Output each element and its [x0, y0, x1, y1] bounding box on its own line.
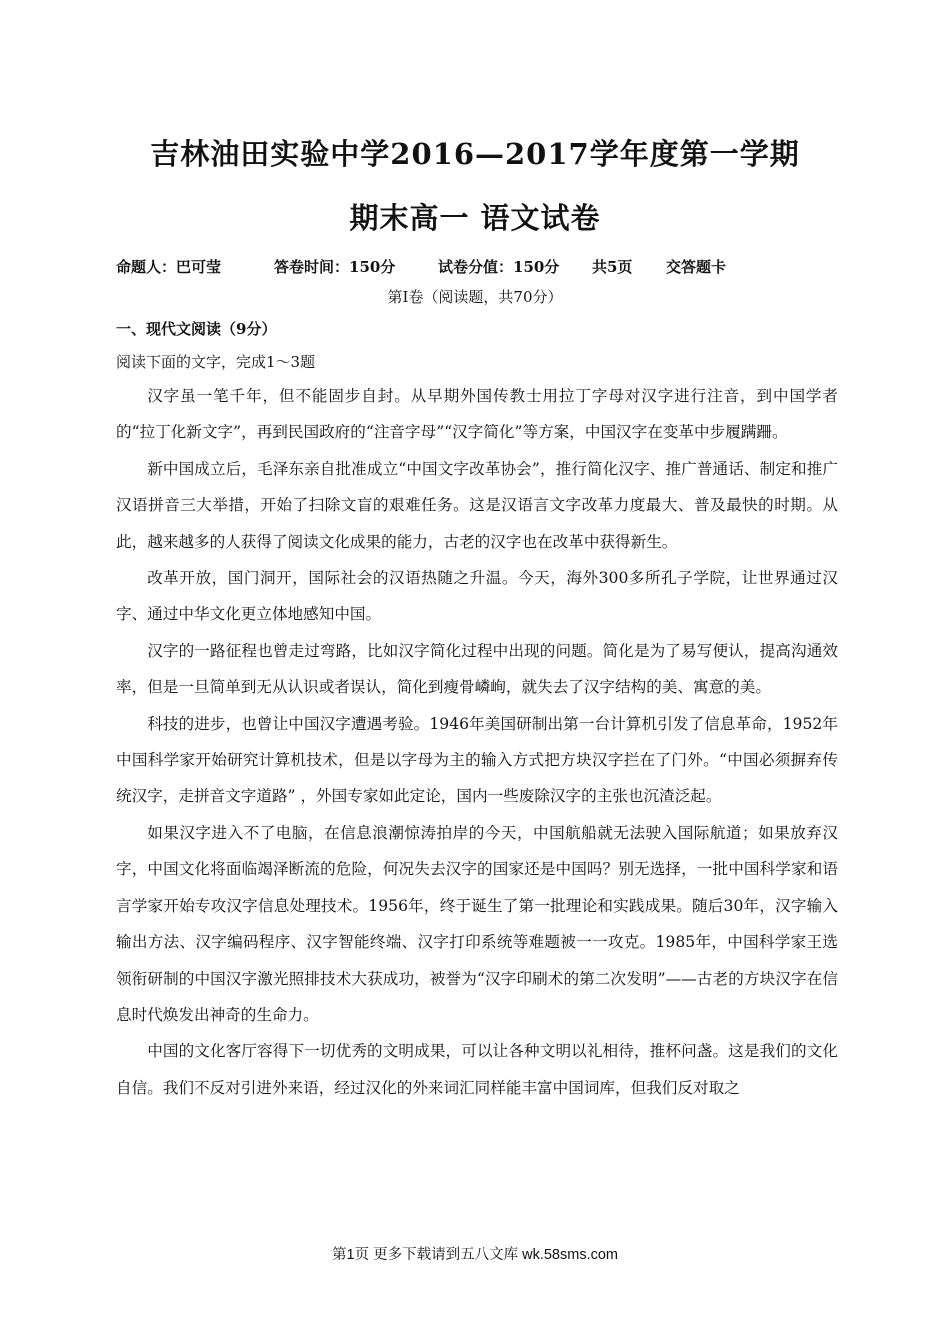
passage-paragraph: 科技的进步，也曾让中国汉字遭遇考验。1946年美国研制出第一台计算机引发了信息革命，1952年中国科学家开始研究计算机技术，但是以字母为主的输入方式把方块汉字拦在了门外。“中国必须摒弃传统汉字，走拼音文字道路” ，外国专家如此定论，国内一些废除汉字的主张也沉渣泛起。 — [116, 714, 838, 806]
meta-score: 试卷分值：150分 — [438, 258, 560, 276]
passage-paragraph: 改革开放，国门洞开，国际社会的汉语热随之升温。今天，海外300多所孔子学院，让世界通过汉字、通过中华文化更立体地感知中国。 — [116, 569, 838, 624]
passage-paragraph: 汉字的一路征程也曾走过弯路，比如汉字简化过程中出现的问题。简化是为了易写便认，提高沟通效率，但是一旦简单到无从认识或者误认，简化到瘦骨嶙峋，就失去了汉字结构的美、寓意的美。 — [116, 641, 838, 697]
passage-paragraph: 新中国成立后，毛泽东亲自批准成立“中国文字改革协会”，推行简化汉字、推广普通话、制定和推广汉语拼音三大举措，开始了扫除文盲的艰难任务。这是汉语言文字改革力度最大、普及最快的时期。从此，越来越多的人获得了阅读文化成果的能力，古老的汉字也在改革中获得新生。 — [116, 459, 838, 551]
exam-title-line-2: 期末高一 语文试卷 — [349, 201, 601, 235]
page-footer: 第1页 更多下载请到五八文库 wk.58sms.com — [332, 1247, 618, 1263]
meta-pages: 共5页 — [592, 258, 633, 276]
meta-submit: 交答题卡 — [666, 258, 727, 276]
passage-paragraph: 汉字虽一笔千年，但不能固步自封。从早期外国传教士用拉丁字母对汉字进行注音，到中国学者的“拉丁化新文字”，再到民国政府的“注音字母”“汉字简化”等方案，中国汉字在变革中步履蹒跚。 — [116, 387, 838, 442]
exam-meta — [116, 256, 726, 277]
meta-author: 命题人：巴可莹 — [116, 258, 222, 276]
reading-instruction: 阅读下面的文字，完成1～3题 — [116, 353, 316, 371]
passage-body — [116, 378, 838, 1106]
section-heading: 一、现代文阅读（9分） — [116, 320, 277, 338]
section-note: 第Ⅰ卷（阅读题，共70分） — [387, 288, 563, 306]
meta-time: 答卷时间：150分 — [274, 258, 396, 276]
passage-paragraph: 如果汉字进入不了电脑，在信息浪潮惊涛拍岸的今天，中国航船就无法驶入国际航道；如果放弃汉字，中国文化将面临竭泽断流的危险，何况失去汉字的国家还是中国吗？别无选择，一批中国科学家和语言学家开始专攻汉字信息处理技术。1956年，终于诞生了第一批理论和实践成果。随后30年，汉字输入输出方法、汉字编码程序、汉字智能终端、汉字打印系统等难题被一一攻克。1985年，中国科学家王选领衔研制的中国汉字激光照排技术大获成功，被誉为“汉字印刷术的第二次发明”——古老的方块汉字在信息时代焕发出神奇的生命力。 — [116, 823, 838, 1024]
passage-paragraph: 中国的文化客厅容得下一切优秀的文明成果，可以让各种文明以礼相待，推杯问盏。这是我们的文化自信。我们不反对引进外来语，经过汉化的外来词汇同样能丰富中国词库，但我们反对取之 — [116, 1042, 838, 1097]
exam-title-line-1: 吉林油田实验中学2016—2017学年度第一学期 — [150, 137, 800, 171]
